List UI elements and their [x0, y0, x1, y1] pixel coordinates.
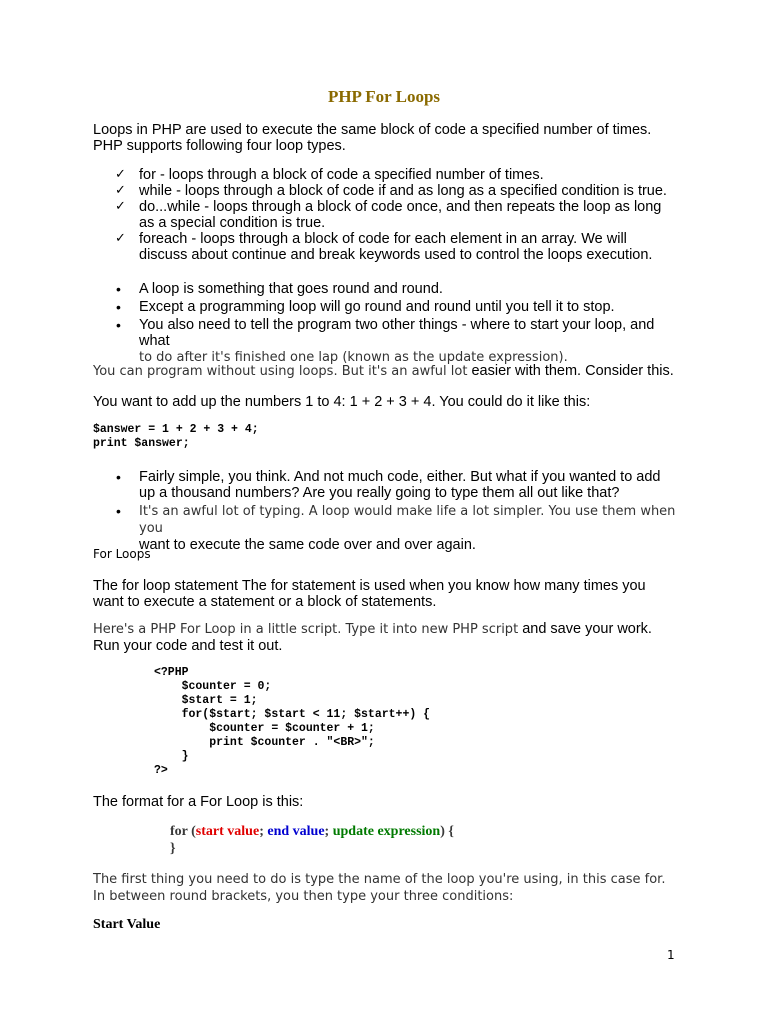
- code-block-for-loop: <?PHP $counter = 0; $start = 1; for($start; $start < 11; $start++) { $counter = $counter + 1; print $counter . "<BR>"; } ?>: [154, 666, 431, 777]
- list-item: • Fairly simple, you think. And not much code, either. But what if you wanted to add up a thousand numbers? Are you really going to type them all out like that?: [116, 469, 661, 501]
- first-thing-paragraph: The first thing you need to do is type the name of the loop you're using, in this case for. In between round brackets, you then type your three conditions:: [93, 872, 666, 904]
- list-item: ✓ while - loops through a block of code if and as long as a specified condition is true.: [115, 183, 667, 199]
- checkmark-icon: ✓: [115, 231, 126, 246]
- checkmark-icon: ✓: [115, 167, 126, 182]
- page-number: 1: [667, 948, 675, 962]
- code-block-answer: $answer = 1 + 2 + 3 + 4; print $answer;: [93, 423, 259, 450]
- list-item: • Except a programming loop will go round and round until you tell it to stop.: [116, 299, 615, 315]
- script-paragraph: Here's a PHP For Loop in a little script. Type it into new PHP script and save your work. Run your code and test it out.: [93, 621, 652, 654]
- for-statement-paragraph: The for loop statement The for statement is used when you know how many times you want to execute a statement or a block of statements.: [93, 578, 646, 610]
- list-item: ✓ do...while - loops through a block of code once, and then repeats the loop as long as a special condition is true.: [115, 199, 662, 231]
- for-loop-format: for (start value; end value; update expression) { }: [170, 824, 454, 856]
- bullet-icon: •: [116, 281, 121, 297]
- list-item: • It's an awful lot of typing. A loop would make life a lot simpler. You use them when you want to execute the same code over and over again.: [116, 503, 676, 553]
- list-item: • A loop is something that goes round and round.: [116, 281, 443, 297]
- bullet-icon: •: [116, 317, 121, 333]
- bullet-icon: •: [116, 503, 121, 519]
- typing-list: [93, 469, 678, 553]
- list-item: ✓ foreach - loops through a block of code for each element in an array. We will discuss about continue and break keywords used to control the loops execution.: [115, 231, 653, 263]
- loop-description-list: [93, 281, 678, 366]
- format-paragraph: The format for a For Loop is this:: [93, 794, 304, 810]
- program-paragraph: You can program without using loops. But it's an awful lot easier with them. Consider this.: [93, 363, 674, 379]
- checkmark-icon: ✓: [115, 199, 126, 214]
- bullet-icon: •: [116, 299, 121, 315]
- intro-paragraph: Loops in PHP are used to execute the same block of code a specified number of times. PHP supports following four loop types.: [93, 122, 652, 154]
- add-paragraph: You want to add up the numbers 1 to 4: 1 + 2 + 3 + 4. You could do it like this:: [93, 394, 591, 410]
- page-title: PHP For Loops: [327, 87, 441, 106]
- list-item: ✓ for - loops through a block of code a specified number of times.: [115, 167, 544, 183]
- start-value-heading: Start Value: [93, 917, 161, 932]
- list-item: • You also need to tell the program two other things - where to start your loop, and what to do after it's finished one lap (known as the update expression).: [116, 317, 655, 365]
- for-loops-heading: For Loops: [93, 547, 151, 561]
- loop-types-list: [93, 167, 678, 263]
- checkmark-icon: ✓: [115, 183, 126, 198]
- bullet-icon: •: [116, 469, 121, 485]
